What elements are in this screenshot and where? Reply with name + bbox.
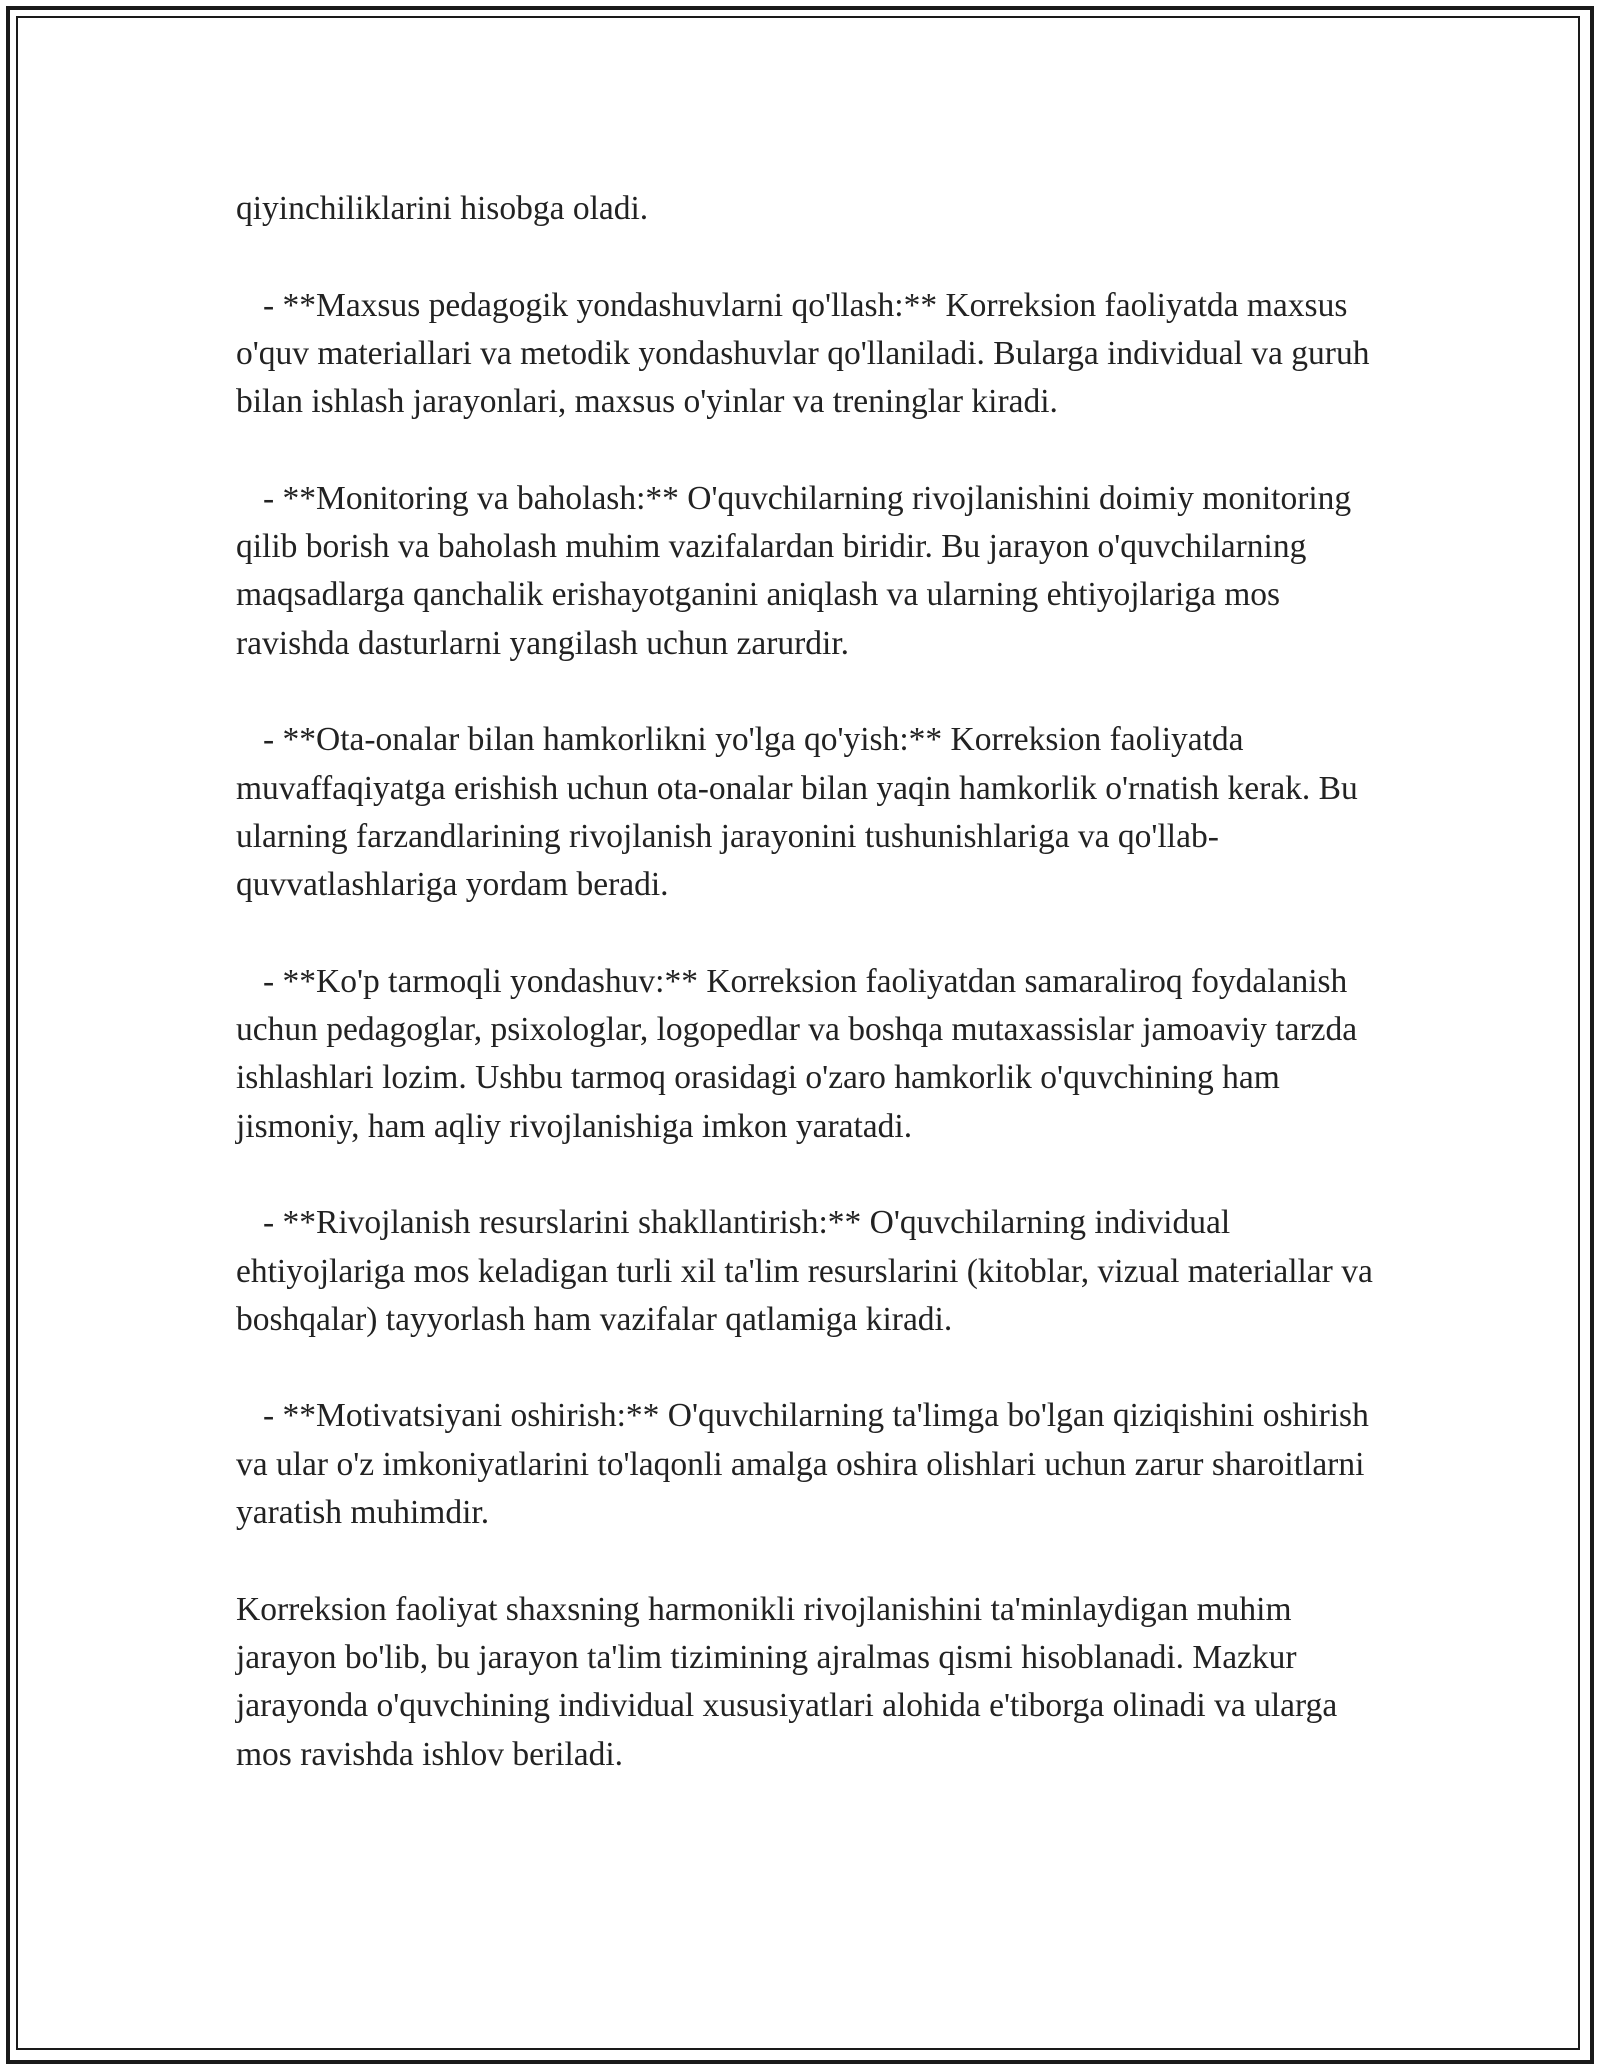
bullet-text: - **Ko'p tarmoqli yondashuv:** Korreksion faoliyatdan samaraliroq foydalanish uchun pedagoglar, psixologlar, logopedlar va boshqa mutaxassislar jamoaviy tarzda ishlashlari lozim. Ushbu tarmoq orasidagi o'zaro hamkorlik o'quvchining ham jismoniy, ham aqliy rivojlanishiga imkon yaratadi. [236, 962, 1358, 1145]
bullet-text: - **Motivatsiyani oshirish:** O'quvchilarning ta'limga bo'lgan qiziqishini oshirish va ular o'z imkoniyatlarini to'laqonli amalga oshira olishlari uchun zarur sharoitlarni yaratish muhimdir. [236, 1397, 1369, 1532]
bullet-item-monitoring [236, 475, 1386, 668]
bullet-text: - **Ota-onalar bilan hamkorlikni yo'lga qo'yish:** Korreksion faoliyatda muvaffaqiyatga erishish uchun ota-onalar bilan yaqin hamkorlik o'rnatish kerak. Bu ularning farzandlarining rivojlanish jarayonini tushunishlariga va qo'llab-quvvatlashlariga yordam beradi. [236, 721, 1358, 904]
document-body [236, 185, 1386, 1779]
bullet-item-maxsus-pedagogik [236, 282, 1386, 427]
bullet-text: - **Maxsus pedagogik yondashuvlarni qo'llash:** Korreksion faoliyatda maxsus o'quv materiallari va metodik yondashuvlar qo'llaniladi. Bularga individual va guruh bilan ishlash jarayonlari, maxsus o'yinlar va treninglar kiradi. [236, 286, 1370, 421]
bullet-text: - **Rivojlanish resurslarini shakllantirish:** O'quvchilarning individual ehtiyojlariga mos keladigan turli xil ta'lim resurslarini (kitoblar, vizual materiallar va boshqalar) tayyorlash ham vazifalar qatlamiga kiradi. [236, 1204, 1373, 1338]
bullet-item-ota-onalar [236, 716, 1386, 909]
bullet-text: - **Monitoring va baholash:** O'quvchilarning rivojlanishini doimiy monitoring qilib borish va baholash muhim vazifalardan biridir. Bu jarayon o'quvchilarning maqsadlarga qanchalik erishayotganini aniqlash va ularning ehtiyojlariga mos ravishda dasturlarni yangilash uchun zarurdir. [236, 479, 1352, 662]
bullet-item-rivojlanish-resurslari [236, 1199, 1386, 1344]
paragraph-continuation: qiyinchiliklarini hisobga oladi. [236, 190, 649, 227]
bullet-item-kop-tarmoqli [236, 958, 1386, 1151]
paragraph-conclusion: Korreksion faoliyat shaxsning harmonikli rivojlanishini ta'minlaydigan muhim jarayon bo'lib, bu jarayon ta'lim tizimining ajralmas qismi hisoblanadi. Mazkur jarayonda o'quvchining individual xususiyatlari alohida e'tiborga olinadi va ularga mos ravishda ishlov beriladi. [236, 1590, 1338, 1773]
bullet-item-motivatsiya [236, 1392, 1386, 1537]
